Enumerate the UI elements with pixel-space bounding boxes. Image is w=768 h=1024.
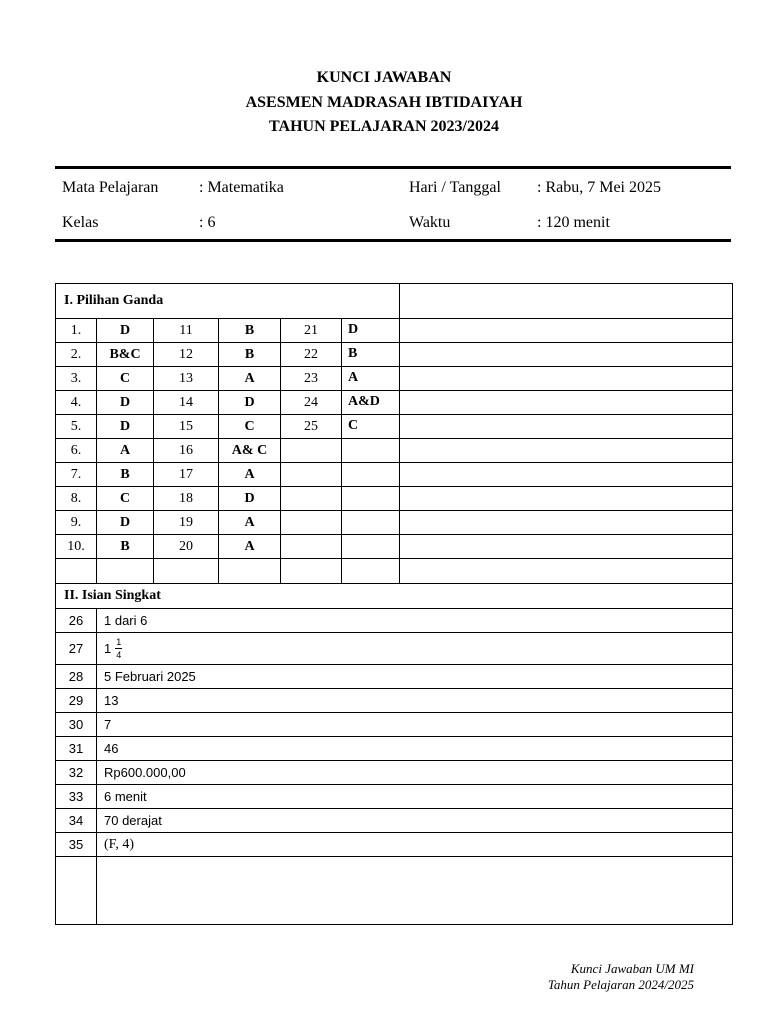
fraction: [115, 637, 122, 660]
answer-cell: [342, 463, 400, 487]
empty-cell: [281, 559, 342, 584]
answer-cell: C: [97, 367, 154, 391]
section-title-pilihan-ganda: I. Pilihan Ganda: [56, 284, 400, 319]
answer-cell: A: [97, 439, 154, 463]
question-number: 32: [56, 761, 97, 785]
empty-cell: [400, 415, 733, 439]
answer-cell: C: [342, 415, 400, 439]
answer-cell: 1 dari 6: [97, 609, 733, 633]
fraction-bar: [115, 648, 122, 649]
answer-cell: D: [342, 319, 400, 343]
mc-row: [56, 535, 733, 559]
answer-cell: A&D: [342, 391, 400, 415]
doc-title-line-1: KUNCI JAWABAN: [316, 69, 452, 86]
footer-line-2: Tahun Pelajaran 2024/2025: [547, 977, 694, 992]
answer-key-table: [55, 283, 733, 925]
empty-cell: [154, 559, 219, 584]
bottom-rule: [55, 239, 731, 242]
question-number: 19: [154, 511, 219, 535]
answer-cell: 6 menit: [97, 785, 733, 809]
empty-cell: [400, 284, 733, 319]
answer-cell: D: [97, 415, 154, 439]
question-number: 35: [56, 833, 97, 857]
doc-title-line-3: TAHUN PELAJARAN 2023/2024: [269, 118, 499, 135]
empty-cell: [400, 391, 733, 415]
question-number: [281, 463, 342, 487]
question-number: 16: [154, 439, 219, 463]
short-answer-row: [56, 689, 733, 713]
question-number: 6.: [56, 439, 97, 463]
question-number: 25: [281, 415, 342, 439]
short-answer-row: [56, 737, 733, 761]
answer-cell: (F, 4): [97, 833, 733, 857]
question-number: 34: [56, 809, 97, 833]
answer-cell: A: [219, 367, 281, 391]
question-number: 5.: [56, 415, 97, 439]
short-answer-row: [56, 833, 733, 857]
section-header-row: [56, 584, 733, 609]
time-label: Waktu: [409, 214, 451, 231]
question-number: [281, 535, 342, 559]
short-answer-row: [56, 713, 733, 737]
mc-row: [56, 439, 733, 463]
question-number: 2.: [56, 343, 97, 367]
short-answer-row: [56, 761, 733, 785]
answer-cell: A& C: [219, 439, 281, 463]
short-answer-row: [56, 609, 733, 633]
question-number: 29: [56, 689, 97, 713]
answer-cell: C: [219, 415, 281, 439]
answer-cell: 7: [97, 713, 733, 737]
time-value: : 120 menit: [537, 214, 610, 231]
question-number: 4.: [56, 391, 97, 415]
answer-cell: A: [219, 535, 281, 559]
question-number: 31: [56, 737, 97, 761]
question-number: 26: [56, 609, 97, 633]
empty-cell: [342, 559, 400, 584]
answer-cell: D: [97, 511, 154, 535]
answer-cell: 5 Februari 2025: [97, 665, 733, 689]
answer-cell: [97, 633, 733, 665]
question-number: 12: [154, 343, 219, 367]
question-number: [281, 511, 342, 535]
answer-cell: [342, 439, 400, 463]
empty-cell: [400, 343, 733, 367]
mc-row: [56, 487, 733, 511]
doc-title-line-2: ASESMEN MADRASAH IBTIDAIYAH: [245, 94, 523, 111]
question-number: 15: [154, 415, 219, 439]
answer-cell: A: [342, 367, 400, 391]
question-number: 17: [154, 463, 219, 487]
question-number: 1.: [56, 319, 97, 343]
date-value: : Rabu, 7 Mei 2025: [537, 179, 661, 196]
answer-cell: D: [97, 319, 154, 343]
fraction-numerator: 1: [116, 637, 122, 647]
subject-label: Mata Pelajaran: [62, 179, 159, 196]
answer-cell: A: [219, 511, 281, 535]
question-number: 14: [154, 391, 219, 415]
fraction-whole: 1: [104, 640, 112, 656]
answer-cell: D: [219, 487, 281, 511]
mc-row: [56, 343, 733, 367]
answer-cell: [342, 487, 400, 511]
empty-cell: [400, 367, 733, 391]
question-number: 10.: [56, 535, 97, 559]
answer-cell: [342, 511, 400, 535]
footer-line-1: Kunci Jawaban UM MI: [570, 961, 694, 976]
answer-cell: B&C: [97, 343, 154, 367]
empty-cell: [56, 559, 97, 584]
answer-cell: A: [219, 463, 281, 487]
question-number: 13: [154, 367, 219, 391]
top-rule: [55, 166, 731, 169]
class-label: Kelas: [62, 214, 99, 231]
answer-cell: C: [97, 487, 154, 511]
answer-cell: 70 derajat: [97, 809, 733, 833]
mc-row: [56, 367, 733, 391]
question-number: 33: [56, 785, 97, 809]
empty-cell: [400, 463, 733, 487]
date-label: Hari / Tanggal: [409, 179, 501, 196]
answer-cell: B: [342, 343, 400, 367]
answer-cell: B: [97, 463, 154, 487]
answer-cell: B: [219, 343, 281, 367]
short-answer-row: [56, 809, 733, 833]
fraction-denominator: 4: [116, 650, 122, 660]
section-title-isian-singkat: II. Isian Singkat: [56, 584, 733, 609]
answer-cell: D: [97, 391, 154, 415]
short-answer-row: [56, 633, 733, 665]
empty-cell: [97, 559, 154, 584]
empty-row: [56, 857, 733, 925]
empty-cell: [56, 857, 97, 925]
question-number: 9.: [56, 511, 97, 535]
empty-cell: [400, 535, 733, 559]
question-number: 30: [56, 713, 97, 737]
mixed-fraction: [104, 637, 122, 660]
answer-cell: B: [219, 319, 281, 343]
mc-row: [56, 415, 733, 439]
question-number: 23: [281, 367, 342, 391]
question-number: 11: [154, 319, 219, 343]
mc-row: [56, 511, 733, 535]
mc-row: [56, 463, 733, 487]
subject-value: : Matematika: [199, 179, 284, 196]
empty-cell: [219, 559, 281, 584]
section-header-row: [56, 284, 733, 319]
empty-cell: [400, 439, 733, 463]
mc-row: [56, 319, 733, 343]
answer-cell: 46: [97, 737, 733, 761]
answer-cell: D: [219, 391, 281, 415]
class-value: : 6: [199, 214, 216, 231]
short-answer-row: [56, 665, 733, 689]
question-number: 24: [281, 391, 342, 415]
mc-row: [56, 391, 733, 415]
empty-cell: [400, 511, 733, 535]
empty-cell: [400, 319, 733, 343]
question-number: 22: [281, 343, 342, 367]
question-number: 18: [154, 487, 219, 511]
empty-cell: [97, 857, 733, 925]
question-number: 28: [56, 665, 97, 689]
empty-cell: [400, 487, 733, 511]
question-number: 3.: [56, 367, 97, 391]
question-number: 8.: [56, 487, 97, 511]
question-number: 20: [154, 535, 219, 559]
question-number: [281, 487, 342, 511]
empty-row: [56, 559, 733, 584]
question-number: 21: [281, 319, 342, 343]
answer-cell: Rp600.000,00: [97, 761, 733, 785]
short-answer-row: [56, 785, 733, 809]
answer-cell: 13: [97, 689, 733, 713]
answer-cell: [342, 535, 400, 559]
empty-cell: [400, 559, 733, 584]
question-number: 27: [56, 633, 97, 665]
question-number: 7.: [56, 463, 97, 487]
answer-cell: B: [97, 535, 154, 559]
question-number: [281, 439, 342, 463]
